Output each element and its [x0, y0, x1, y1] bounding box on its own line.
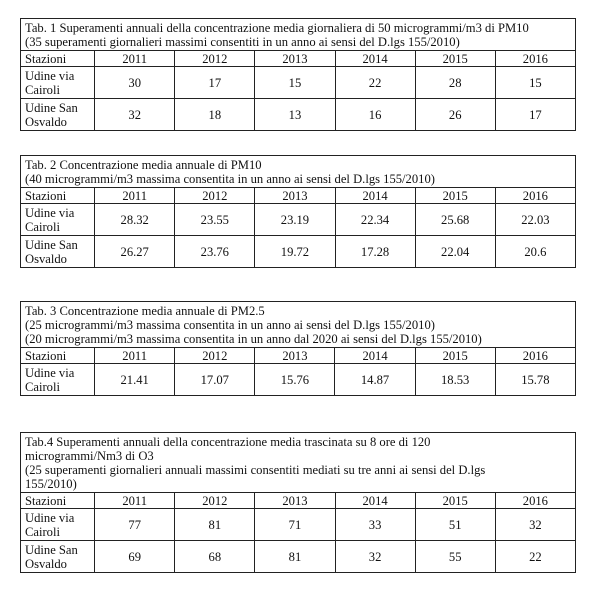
- value-cell: 19.72: [255, 236, 335, 268]
- value-cell: 22.34: [335, 204, 415, 236]
- value-cell: 13: [255, 99, 335, 131]
- value-cell: 18.53: [415, 364, 495, 396]
- caption-line: Tab. 1 Superamenti annuali della concentrazione media giornaliera di 50 microgrammi/m3 di PM10: [25, 21, 529, 35]
- caption-line: (20 microgrammi/m3 massima consentita in un anno dal 2020 ai sensi del D.lgs 155/2010): [25, 332, 482, 346]
- header-cell: 2011: [95, 188, 175, 204]
- header-cell: 2016: [495, 51, 575, 67]
- value-cell: 33: [335, 509, 415, 541]
- header-cell: Stazioni: [21, 348, 95, 364]
- header-row: [21, 51, 576, 67]
- table-caption: [21, 19, 576, 51]
- value-cell: 23.55: [175, 204, 255, 236]
- header-cell: Stazioni: [21, 493, 95, 509]
- header-cell: 2013: [255, 348, 335, 364]
- header-cell: 2016: [495, 348, 575, 364]
- station-line: Cairoli: [25, 379, 60, 394]
- table-row: [21, 236, 576, 268]
- table-row: [21, 541, 576, 573]
- station-line: Udine via: [25, 510, 75, 525]
- header-cell: 2012: [175, 188, 255, 204]
- value-cell: 15.78: [495, 364, 575, 396]
- table-row: [21, 204, 576, 236]
- value-cell: 20.6: [495, 236, 575, 268]
- value-cell: 17: [495, 99, 575, 131]
- station-line: Udine via: [25, 365, 75, 380]
- value-cell: 81: [255, 541, 335, 573]
- caption-row: [21, 19, 576, 51]
- value-cell: 71: [255, 509, 335, 541]
- caption-row: [21, 302, 576, 348]
- value-cell: 22.04: [415, 236, 495, 268]
- station-line: Cairoli: [25, 82, 60, 97]
- value-cell: 51: [415, 509, 495, 541]
- header-cell: 2016: [495, 188, 575, 204]
- station-cell: [21, 204, 95, 236]
- station-line: Osvaldo: [25, 556, 67, 571]
- value-cell: 26: [415, 99, 495, 131]
- table-row: [21, 67, 576, 99]
- header-cell: 2011: [95, 51, 175, 67]
- station-cell: [21, 99, 95, 131]
- header-cell: 2014: [335, 493, 415, 509]
- header-cell: Stazioni: [21, 188, 95, 204]
- station-line: Cairoli: [25, 219, 60, 234]
- station-cell: [21, 364, 95, 396]
- value-cell: 30: [95, 67, 175, 99]
- header-cell: 2012: [175, 51, 255, 67]
- value-cell: 18: [175, 99, 255, 131]
- value-cell: 17.07: [175, 364, 255, 396]
- header-row: [21, 188, 576, 204]
- caption-line: Tab. 2 Concentrazione media annuale di PM10: [25, 158, 262, 172]
- header-cell: 2012: [175, 493, 255, 509]
- value-cell: 22: [335, 67, 415, 99]
- header-cell: 2013: [255, 51, 335, 67]
- header-cell: 2013: [255, 188, 335, 204]
- station-cell: [21, 67, 95, 99]
- table-row: [21, 509, 576, 541]
- station-line: Udine via: [25, 205, 75, 220]
- table-caption: [21, 156, 576, 188]
- station-line: Udine San: [25, 542, 78, 557]
- value-cell: 22.03: [495, 204, 575, 236]
- value-cell: 17.28: [335, 236, 415, 268]
- station-line: Osvaldo: [25, 251, 67, 266]
- station-cell: [21, 509, 95, 541]
- value-cell: 15: [495, 67, 575, 99]
- caption-line: Tab. 3 Concentrazione media annuale di PM2.5: [25, 304, 265, 318]
- header-cell: 2011: [95, 493, 175, 509]
- caption-line: (25 microgrammi/m3 massima consentita in un anno ai sensi del D.lgs 155/2010): [25, 318, 435, 332]
- header-row: [21, 348, 576, 364]
- value-cell: 23.19: [255, 204, 335, 236]
- header-cell: Stazioni: [21, 51, 95, 67]
- table-caption: [21, 433, 576, 493]
- value-cell: 22: [495, 541, 575, 573]
- value-cell: 69: [95, 541, 175, 573]
- caption-row: [21, 156, 576, 188]
- table-caption: [21, 302, 576, 348]
- value-cell: 28: [415, 67, 495, 99]
- station-cell: [21, 236, 95, 268]
- caption-row: [21, 433, 576, 493]
- value-cell: 17: [175, 67, 255, 99]
- value-cell: 77: [95, 509, 175, 541]
- caption-line: Tab.4 Superamenti annuali della concentrazione media trascinata su 8 ore di 120: [25, 435, 431, 449]
- header-cell: 2016: [495, 493, 575, 509]
- header-cell: 2015: [415, 493, 495, 509]
- table-row: [21, 99, 576, 131]
- table-row: [21, 364, 576, 396]
- value-cell: 26.27: [95, 236, 175, 268]
- caption-line: (40 microgrammi/m3 massima consentita in un anno ai sensi del D.lgs 155/2010): [25, 172, 435, 186]
- station-line: Udine via: [25, 68, 75, 83]
- value-cell: 23.76: [175, 236, 255, 268]
- station-line: Udine San: [25, 100, 78, 115]
- header-cell: 2014: [335, 348, 415, 364]
- station-line: Osvaldo: [25, 114, 67, 129]
- value-cell: 21.41: [95, 364, 175, 396]
- caption-line: 155/2010): [25, 477, 77, 491]
- value-cell: 68: [175, 541, 255, 573]
- header-cell: 2012: [175, 348, 255, 364]
- value-cell: 32: [95, 99, 175, 131]
- station-cell: [21, 541, 95, 573]
- value-cell: 25.68: [415, 204, 495, 236]
- value-cell: 32: [335, 541, 415, 573]
- table-pm10-exceedances: [20, 18, 576, 131]
- header-row: [21, 493, 576, 509]
- header-cell: 2014: [335, 188, 415, 204]
- table-pm10-annual-mean: [20, 155, 576, 268]
- header-cell: 2014: [335, 51, 415, 67]
- value-cell: 55: [415, 541, 495, 573]
- station-line: Udine San: [25, 237, 78, 252]
- value-cell: 32: [495, 509, 575, 541]
- value-cell: 16: [335, 99, 415, 131]
- table-pm25-annual-mean: [20, 301, 576, 396]
- caption-line: (25 superamenti giornalieri annuali massimi consentiti mediati su tre anni ai sensi del D.lgs: [25, 463, 486, 477]
- header-cell: 2011: [95, 348, 175, 364]
- value-cell: 81: [175, 509, 255, 541]
- value-cell: 28.32: [95, 204, 175, 236]
- caption-line: (35 superamenti giornalieri massimi consentiti in un anno ai sensi del D.lgs 155/2010): [25, 35, 460, 49]
- header-cell: 2015: [415, 348, 495, 364]
- value-cell: 14.87: [335, 364, 415, 396]
- value-cell: 15.76: [255, 364, 335, 396]
- header-cell: 2013: [255, 493, 335, 509]
- table-o3-exceedances: [20, 432, 576, 573]
- station-line: Cairoli: [25, 524, 60, 539]
- value-cell: 15: [255, 67, 335, 99]
- header-cell: 2015: [415, 51, 495, 67]
- header-cell: 2015: [415, 188, 495, 204]
- caption-line: microgrammi/Nm3 di O3: [25, 449, 154, 463]
